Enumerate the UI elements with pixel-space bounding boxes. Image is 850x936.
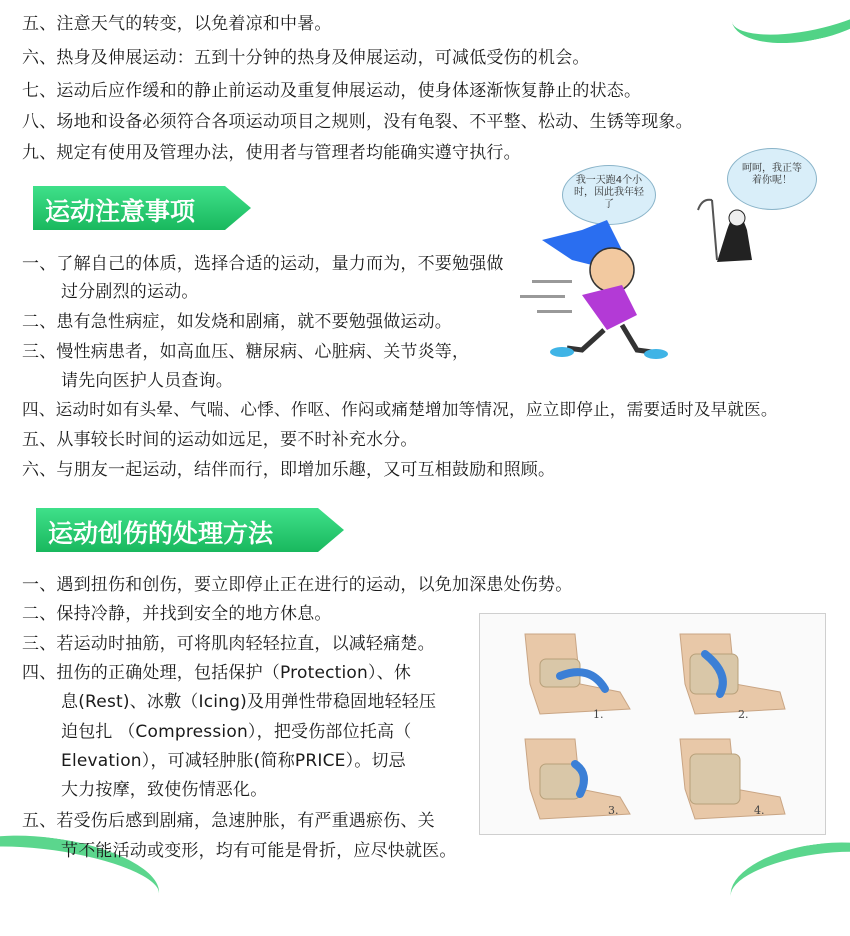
- section-title: 运动创伤的处理方法: [48, 519, 274, 548]
- section-banner-precautions: [33, 186, 251, 230]
- step-label: 4.: [754, 804, 765, 817]
- list-item: 五、从事较长时间的运动如远足，要不时补充水分。: [22, 430, 418, 450]
- list-item: 九、规定有使用及管理办法，使用者与管理者均能确实遵守执行。: [22, 143, 521, 163]
- section-title: 运动注意事项: [45, 197, 196, 226]
- list-item: 七、运动后应作缓和的静止前运动及重复伸展运动，使身体逐渐恢复静止的状态。: [22, 81, 642, 101]
- list-item-continuation: Elevation），可减轻肿胀(简称PRICE）。切忌: [61, 751, 406, 771]
- list-item: 六、热身及伸展运动：五到十分钟的热身及伸展运动，可减低受伤的机会。: [22, 48, 590, 68]
- step-label: 1.: [593, 708, 604, 721]
- list-item-continuation: 息(Rest)、冰敷（Icing)及用弹性带稳固地轻轻压: [61, 692, 437, 712]
- speech-bubble-reaper: 呵呵，我正等着你呢！: [727, 148, 817, 210]
- list-item-continuation: 大力按摩，致使伤情恶化。: [61, 780, 268, 800]
- list-item: 四、扭伤的正确处理，包括保护（Protection）、休: [22, 663, 412, 683]
- ankle-bandage-illustration: [479, 613, 826, 835]
- cartoon-runner-illustration: [512, 160, 842, 370]
- list-item-continuation: 过分剧烈的运动。: [61, 282, 199, 302]
- step-label: 2.: [738, 708, 749, 721]
- list-item: 五、若受伤后感到剧痛，急速肿胀，有严重遇瘀伤、关: [22, 811, 435, 831]
- list-item: 一、了解自己的体质，选择合适的运动，量力而为，不要勉强做: [22, 254, 504, 274]
- corner-decoration-bottom-right: [725, 832, 850, 936]
- step-label: 3.: [608, 804, 619, 817]
- list-item: 二、保持冷静，并找到安全的地方休息。: [22, 604, 332, 624]
- list-item-continuation: 请先向医护人员查询。: [61, 371, 233, 391]
- list-item: 三、若运动时抽筋，可将肌肉轻轻拉直，以减轻痛楚。: [22, 634, 435, 654]
- corner-decoration-top-right: [724, 0, 850, 56]
- list-item: 五、注意天气的转变，以免着凉和中暑。: [22, 14, 332, 34]
- list-item: 四、运动时如有头晕、气喘、心悸、作呕、作闷或痛楚增加等情况，应立即停止，需要适时及早就医。: [22, 400, 778, 419]
- speech-bubble-runner: 我一天跑4个小时，因此我年轻了: [562, 165, 656, 225]
- list-item: 六、与朋友一起运动，结伴而行，即增加乐趣，又可互相鼓励和照顾。: [22, 460, 556, 480]
- bandage-steps-image: [480, 614, 825, 834]
- list-item: 二、患有急性病症，如发烧和剧痛，就不要勉强做运动。: [22, 312, 453, 332]
- section-banner-injury-treatment: [36, 508, 344, 552]
- list-item-continuation: 迫包扎 （Compression），把受伤部位托高（: [61, 722, 412, 742]
- list-item-continuation: 节不能活动或变形，均有可能是骨折，应尽快就医。: [61, 841, 457, 861]
- list-item: 一、遇到扭伤和创伤，要立即停止正在进行的运动，以免加深患处伤势。: [22, 575, 573, 595]
- list-item: 三、慢性病患者，如高血压、糖尿病、心脏病、关节炎等，: [22, 342, 470, 362]
- list-item: 八、场地和设备必须符合各项运动项目之规则，没有龟裂、不平整、松动、生锈等现象。: [22, 112, 693, 132]
- runner-icon: [512, 160, 842, 370]
